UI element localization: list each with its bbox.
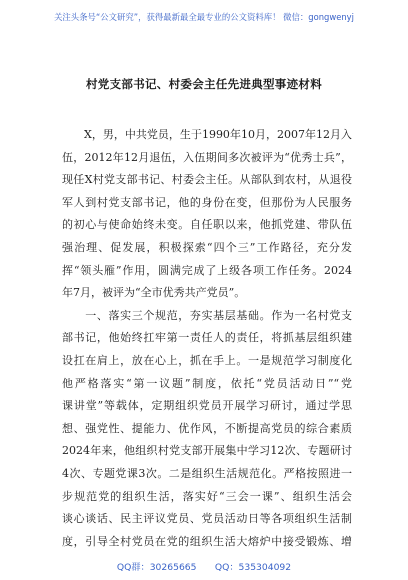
body-line: 谈心谈话、民主评议党员、党员活动日等各项组织生活制: [62, 512, 352, 526]
body-line: 部书记，他始终扛牢第一责任人的责任，将抓基层组织建: [62, 331, 352, 345]
body-line: 军人到村党支部书记，他的身份在变，但那份为人民服务: [62, 195, 352, 209]
body-line: 现任X村党支部书记、村委会主任。从部队到农村，从退役: [62, 173, 352, 187]
body-line: 4次、专题党课3次。二是组织生活规范化。严格按照进一: [62, 466, 352, 480]
body-line: 设扛在肩上，放在心上，抓在手上。一是规范学习制度化: [62, 353, 352, 367]
footer-contact-text: QQ群：30265665 QQ：535304092: [116, 562, 292, 573]
body-line: 他严格落实“第一议题”制度，依托“党员活动日”“党: [62, 376, 352, 390]
body-line: 伍，2012年12月退伍，入伍期间多次被评为“优秀士兵”，: [62, 150, 352, 164]
body-line: 想、强党性、提能力、优作风，不断提高党员的综合素质: [62, 421, 352, 435]
body-line: 课讲堂”等载体，定期组织党员开展学习研讨，通过学思: [62, 399, 352, 413]
body-line: 一、落实三个规范，夯实基层基础。作为一名村党支: [62, 308, 352, 322]
body-line: 年7月，被评为“全市优秀共产党员”。: [62, 286, 246, 300]
document-body: [62, 124, 352, 553]
body-line: 步规范党的组织生活，落实好“三会一课”、组织生活会: [62, 489, 352, 503]
document-title: 村党支部书记、村委会主任先进典型事迹材料: [86, 77, 322, 91]
body-line: 度，引导全村党员在党的组织生活大熔炉中接受锻炼、增: [62, 534, 352, 548]
header-promo-text: 关注头条号“公文研究”，获得最新最全最专业的公文资料库！ 微信：gongwenyj: [54, 12, 354, 22]
body-line: X，男，中共党员，生于1990年10月，2007年12月入: [62, 128, 352, 141]
body-line: 强治理、促发展，积极探索“四个三”工作路径，充分发: [62, 240, 352, 254]
body-line: 的初心与使命始终未变。自任职以来，他抓党建、带队伍: [62, 218, 352, 232]
body-line: 2024年来，他组织村党支部开展集中学习12次、专题研讨: [62, 444, 352, 458]
body-line: 挥“领头雁”作用，圆满完成了上级各项工作任务。2024: [62, 263, 352, 277]
